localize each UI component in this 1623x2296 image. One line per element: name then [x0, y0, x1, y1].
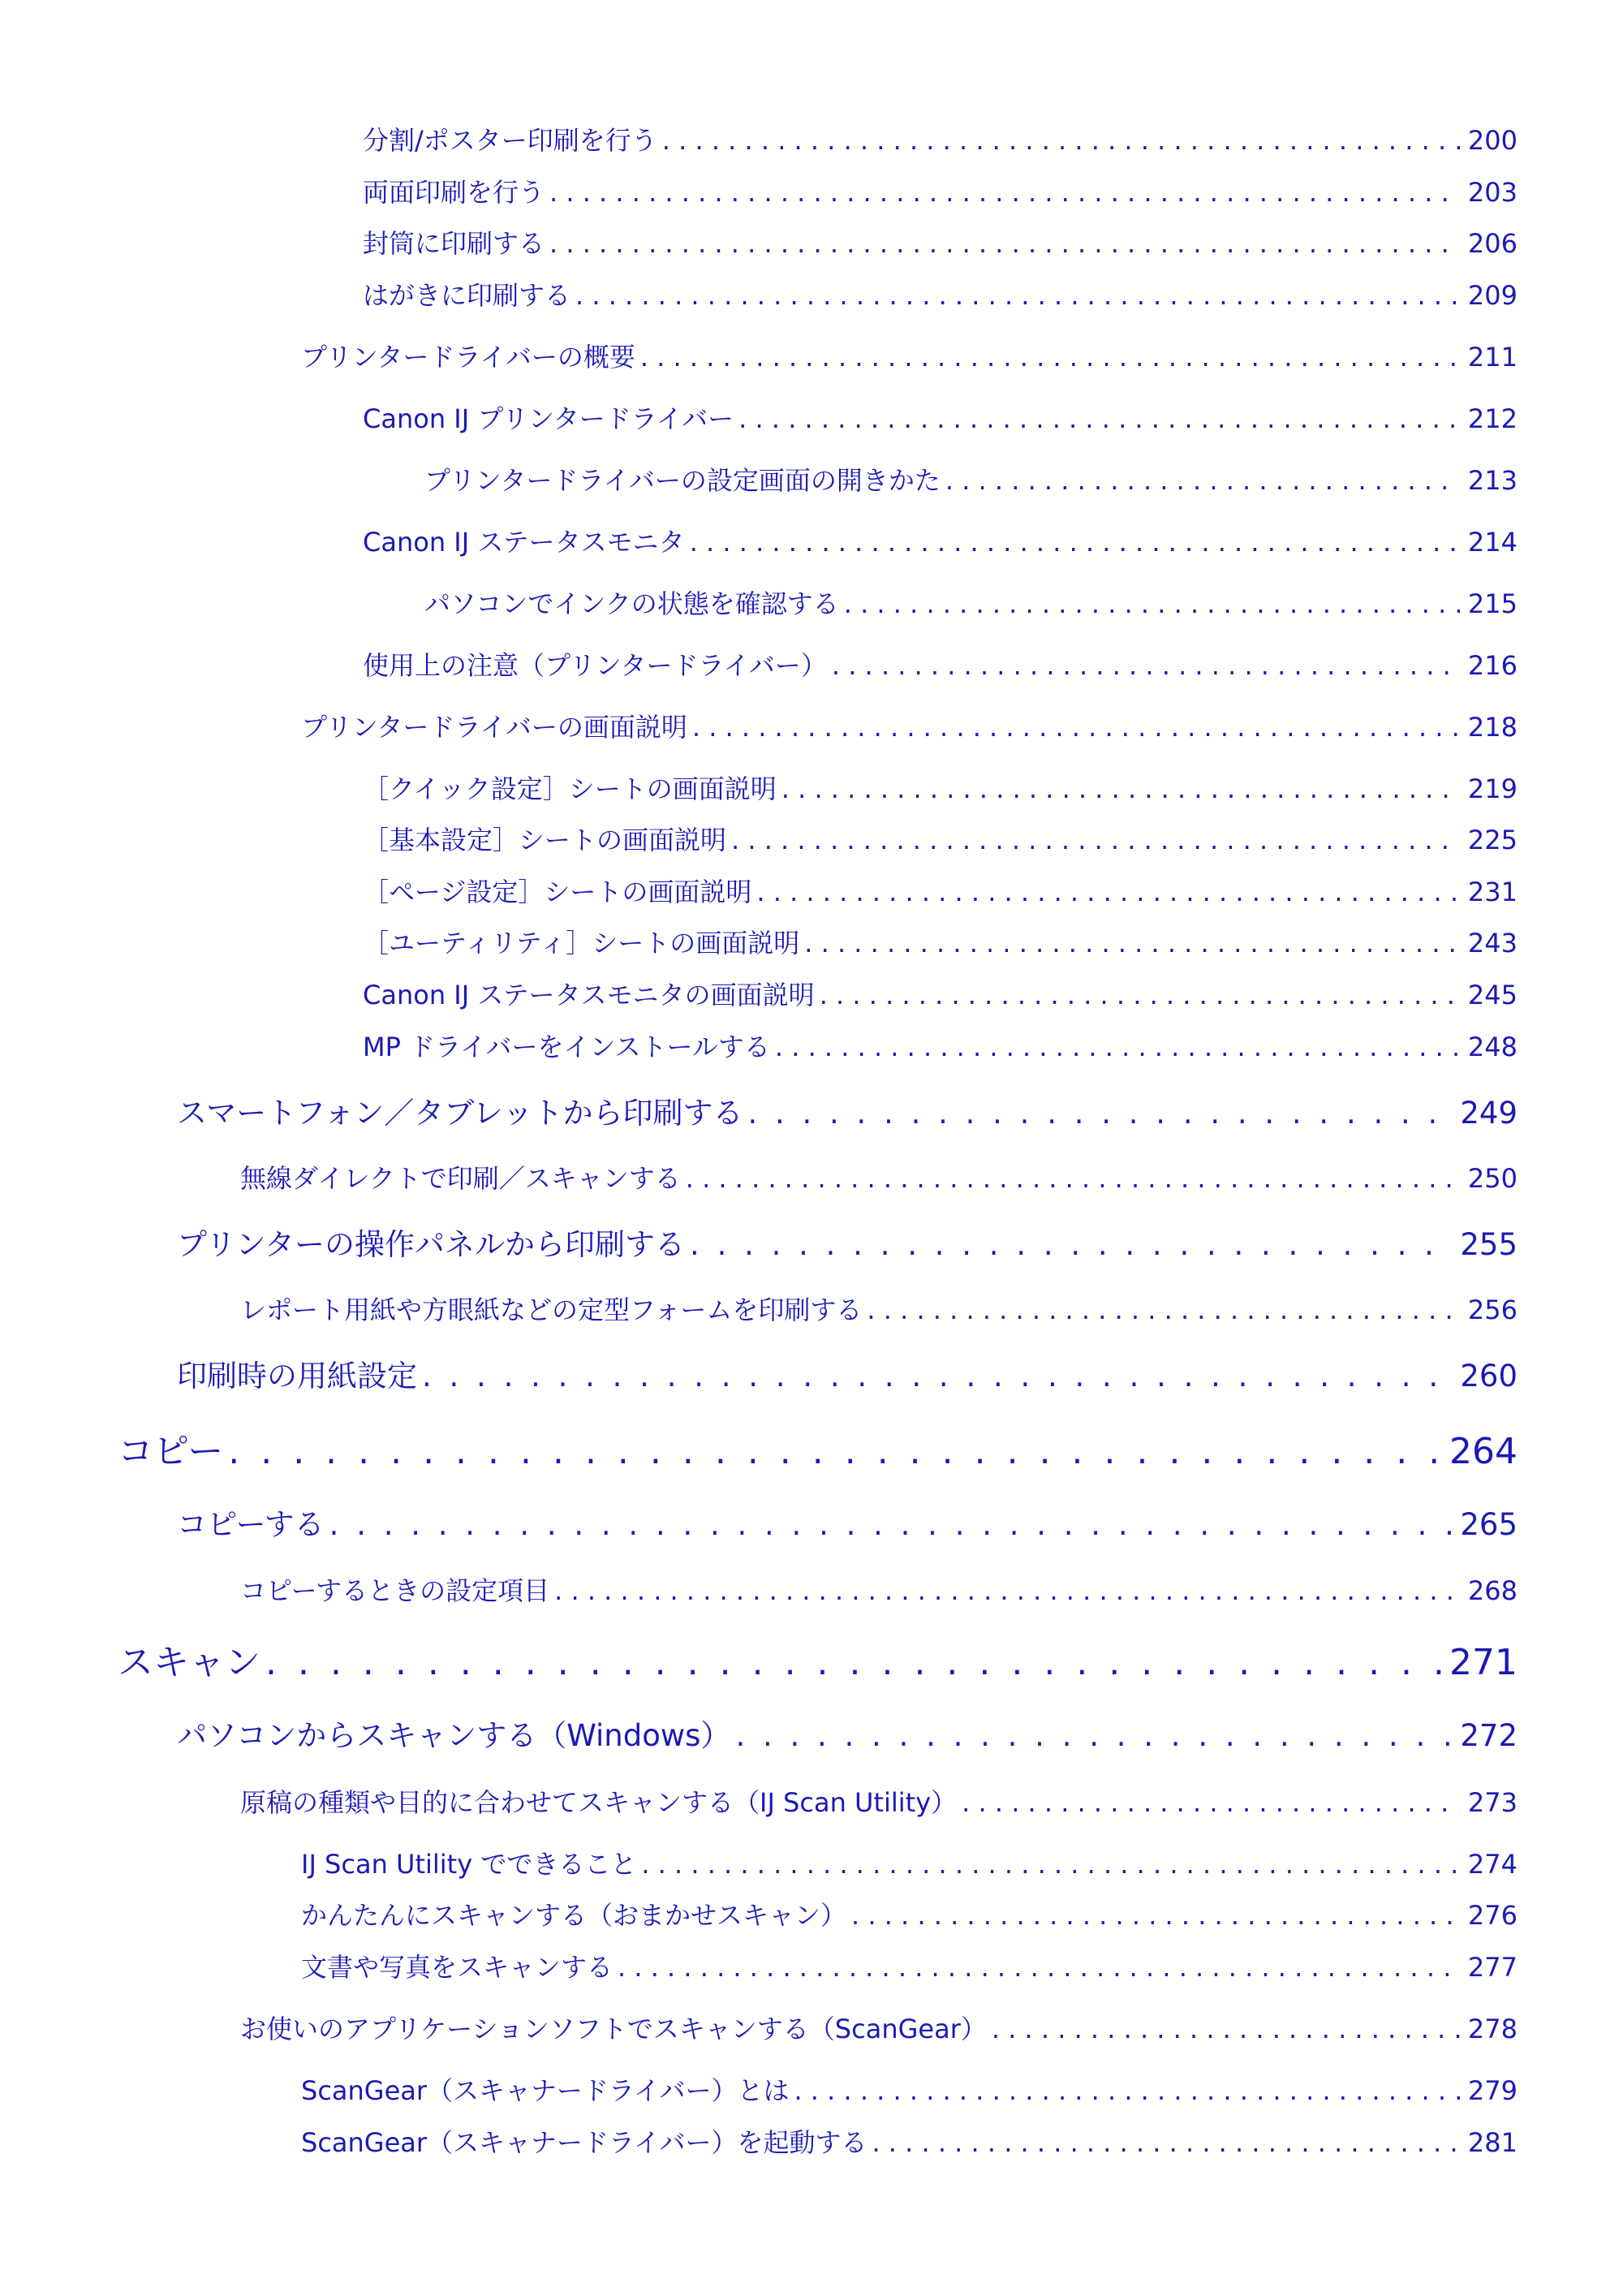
toc-entry-page-number: 225	[1467, 825, 1518, 855]
toc-entry-title: ［ユーティリティ］シートの画面説明	[363, 928, 800, 958]
toc-dot-leader	[794, 2075, 1459, 2106]
toc-dot-leader	[618, 1952, 1460, 1983]
toc-dot-leader	[992, 2014, 1460, 2044]
toc-dot-leader	[851, 1900, 1460, 1931]
toc-dot-leader	[804, 928, 1460, 958]
toc-entry-title: スキャン	[118, 1642, 260, 1683]
toc-entry-title: プリンタードライバーの画面説明	[301, 712, 687, 743]
toc-entry-page-number: 250	[1467, 1163, 1518, 1194]
toc-entry-scanning[interactable]	[118, 1633, 1518, 1685]
toc-entry-install-mp-drivers[interactable]	[363, 1027, 1518, 1064]
toc-entry-scan-from-computer-windows[interactable]	[177, 1711, 1518, 1755]
toc-entry-title: MP ドライバーをインストールする	[363, 1032, 770, 1062]
toc-dot-leader	[731, 825, 1460, 855]
toc-dot-leader	[265, 1642, 1441, 1683]
toc-entry-printer-driver-overview[interactable]	[301, 337, 1518, 374]
toc-dot-leader	[640, 342, 1460, 373]
toc-entry-title: お使いのアプリケーションソフトでスキャンする（ScanGear）	[240, 2014, 987, 2044]
toc-entry-page-number: 268	[1467, 1575, 1518, 1606]
toc-entry-duplex-printing[interactable]	[363, 172, 1518, 209]
toc-entry-title: 使用上の注意（プリンタードライバー）	[363, 650, 827, 681]
toc-entry-check-ink-status[interactable]	[424, 584, 1518, 621]
toc-dot-leader	[554, 1575, 1460, 1606]
toc-entry-page-number: 218	[1467, 712, 1518, 743]
toc-dot-leader	[867, 1294, 1460, 1325]
toc-entry-page-number: 279	[1467, 2075, 1518, 2106]
toc-entry-title: Canon IJ ステータスモニタの画面説明	[363, 980, 815, 1010]
toc-dot-leader	[690, 1227, 1452, 1262]
toc-entry-page-number: 273	[1467, 1787, 1518, 1818]
toc-entry-title: 封筒に印刷する	[363, 228, 545, 259]
toc-entry-print-from-operation-panel[interactable]	[177, 1220, 1518, 1264]
toc-entry-canon-ij-status-monitor[interactable]	[363, 522, 1518, 559]
toc-entry-scan-ij-scan-utility[interactable]	[240, 1782, 1518, 1820]
toc-entry-making-copies[interactable]	[177, 1500, 1518, 1544]
toc-entry-split-poster-printing[interactable]	[363, 120, 1518, 157]
toc-entry-title: プリンタードライバーの設定画面の開きかた	[424, 465, 941, 496]
toc-entry-page-number: 215	[1467, 588, 1518, 619]
toc-entry-print-from-smartphone[interactable]	[177, 1088, 1518, 1132]
toc-entry-title: かんたんにスキャンする（おまかせスキャン）	[301, 1900, 847, 1931]
toc-dot-leader	[686, 1163, 1460, 1194]
toc-entry-scan-scangear[interactable]	[240, 2009, 1518, 2046]
toc-dot-leader	[641, 1849, 1460, 1880]
toc-entry-auto-scan[interactable]	[301, 1895, 1518, 1932]
toc-entry-title: パソコンからスキャンする（Windows）	[177, 1718, 731, 1753]
toc-entry-wireless-direct[interactable]	[240, 1158, 1518, 1195]
toc-entry-title: 無線ダイレクトで印刷／スキャンする	[240, 1163, 681, 1194]
toc-entry-what-is-scangear[interactable]	[301, 2070, 1518, 2108]
toc-entry-page-number: 209	[1467, 280, 1518, 311]
toc-entry-page-setup-sheet[interactable]	[363, 872, 1518, 909]
toc-entry-title: ScanGear（スキャナードライバー）を起動する	[301, 2127, 867, 2158]
toc-entry-ij-scan-utility-features[interactable]	[301, 1844, 1518, 1881]
toc-entry-title: Canon IJ プリンタードライバー	[363, 403, 734, 434]
toc-dot-leader	[690, 527, 1460, 558]
toc-entry-title: 分割/ポスター印刷を行う	[363, 125, 657, 156]
toc-entry-title: はがきに印刷する	[363, 280, 571, 311]
toc-entry-paper-settings-for-printing[interactable]	[177, 1351, 1518, 1395]
toc-entry-page-number: 265	[1460, 1507, 1518, 1542]
toc-entry-page-number: 264	[1449, 1431, 1518, 1472]
toc-entry-title: ScanGear（スキャナードライバー）とは	[301, 2075, 790, 2106]
toc-entry-title: 印刷時の用紙設定	[177, 1359, 417, 1394]
toc-entry-maintenance-sheet[interactable]	[363, 923, 1518, 960]
toc-entry-page-number: 231	[1467, 877, 1518, 907]
toc-entry-title: ［ページ設定］シートの画面説明	[363, 877, 752, 907]
toc-dot-leader	[549, 177, 1460, 208]
toc-entry-page-number: 276	[1467, 1900, 1518, 1931]
toc-entry-title: コピーするときの設定項目	[240, 1575, 550, 1606]
toc-entry-title: IJ Scan Utility でできること	[301, 1849, 637, 1880]
toc-dot-leader	[872, 2127, 1459, 2158]
toc-entry-open-driver-settings[interactable]	[424, 460, 1518, 498]
toc-entry-envelope-printing[interactable]	[363, 223, 1518, 261]
toc-dot-leader	[735, 1718, 1452, 1753]
toc-entry-page-number: 243	[1467, 928, 1518, 958]
toc-entry-page-number: 211	[1467, 342, 1518, 373]
toc-entry-page-number: 256	[1467, 1294, 1518, 1325]
toc-dot-leader	[575, 280, 1460, 311]
toc-entry-title: レポート用紙や方眼紙などの定型フォームを印刷する	[240, 1294, 863, 1325]
toc-dot-leader	[945, 465, 1460, 496]
toc-entry-title: 両面印刷を行う	[363, 177, 545, 208]
toc-entry-title: コピー	[118, 1431, 224, 1472]
toc-entry-page-number: 206	[1467, 228, 1518, 259]
toc-entry-page-number: 260	[1460, 1359, 1518, 1394]
toc-dot-leader	[747, 1096, 1452, 1131]
toc-entry-title: スマートフォン／タブレットから印刷する	[177, 1096, 743, 1131]
toc-dot-leader	[692, 712, 1460, 743]
toc-entry-page-number: 245	[1467, 980, 1518, 1010]
toc-entry-page-number: 281	[1467, 2127, 1518, 2158]
toc-entry-status-monitor-screen[interactable]	[363, 975, 1518, 1012]
toc-entry-page-number: 212	[1467, 403, 1518, 434]
toc-entry-page-number: 255	[1460, 1227, 1518, 1262]
toc-entry-title: ［クイック設定］シートの画面説明	[363, 773, 777, 804]
toc-dot-leader	[662, 125, 1460, 156]
toc-entry-page-number: 219	[1467, 773, 1518, 804]
toc-entry-page-number: 277	[1467, 1952, 1518, 1983]
toc-entry-page-number: 272	[1460, 1718, 1518, 1753]
toc-entry-title: 原稿の種類や目的に合わせてスキャンする（IJ Scan Utility）	[240, 1787, 958, 1818]
toc-dot-leader	[228, 1431, 1441, 1472]
toc-entry-copying[interactable]	[118, 1422, 1518, 1474]
toc-entry-page-number: 200	[1467, 125, 1518, 156]
toc-dot-leader	[962, 1787, 1460, 1818]
toc-dot-leader	[844, 588, 1460, 619]
toc-entry-page-number: 249	[1460, 1096, 1518, 1131]
toc-entry-page-number: 271	[1449, 1642, 1518, 1683]
toc-entry-page-number: 274	[1467, 1849, 1518, 1880]
toc-entry-title: ［基本設定］シートの画面説明	[363, 825, 727, 855]
toc-entry-postcard-printing[interactable]	[363, 275, 1518, 312]
toc-dot-leader	[781, 773, 1460, 804]
toc-dot-leader	[549, 228, 1460, 259]
toc-entry-title: コピーする	[177, 1507, 325, 1542]
toc-entry-driver-usage-notes[interactable]	[363, 645, 1518, 683]
toc-entry-page-number: 213	[1467, 465, 1518, 496]
toc-entry-page-number: 214	[1467, 527, 1518, 558]
toc-entry-quick-setup-sheet[interactable]	[363, 769, 1518, 806]
toc-dot-leader	[820, 980, 1460, 1010]
toc-dot-leader	[329, 1507, 1453, 1542]
toc-entry-page-number: 216	[1467, 650, 1518, 681]
toc-entry-copy-setting-items[interactable]	[240, 1570, 1518, 1608]
toc-entry-print-template-forms[interactable]	[240, 1290, 1518, 1327]
toc-entry-page-number: 278	[1467, 2014, 1518, 2044]
toc-entry-title: パソコンでインクの状態を確認する	[424, 588, 839, 619]
toc-dot-leader	[775, 1032, 1460, 1062]
toc-dot-leader	[832, 650, 1460, 681]
toc-entry-scan-documents-photos[interactable]	[301, 1947, 1518, 1984]
toc-entry-title: プリンタードライバーの概要	[301, 342, 635, 373]
toc-entry-page-number: 248	[1467, 1032, 1518, 1062]
toc-entry-start-scangear[interactable]	[301, 2122, 1518, 2160]
toc-dot-leader	[756, 877, 1460, 907]
toc-entry-page-number: 203	[1467, 177, 1518, 208]
toc-dot-leader	[738, 403, 1460, 434]
toc-dot-leader	[422, 1359, 1452, 1394]
toc-entry-canon-ij-printer-driver[interactable]	[363, 398, 1518, 436]
toc-entry-title: プリンターの操作パネルから印刷する	[177, 1227, 686, 1262]
toc-entry-title: 文書や写真をスキャンする	[301, 1952, 613, 1983]
toc-entry-driver-screen-description[interactable]	[301, 707, 1518, 744]
toc-entry-title: Canon IJ ステータスモニタ	[363, 527, 685, 558]
toc-entry-main-sheet[interactable]	[363, 820, 1518, 857]
